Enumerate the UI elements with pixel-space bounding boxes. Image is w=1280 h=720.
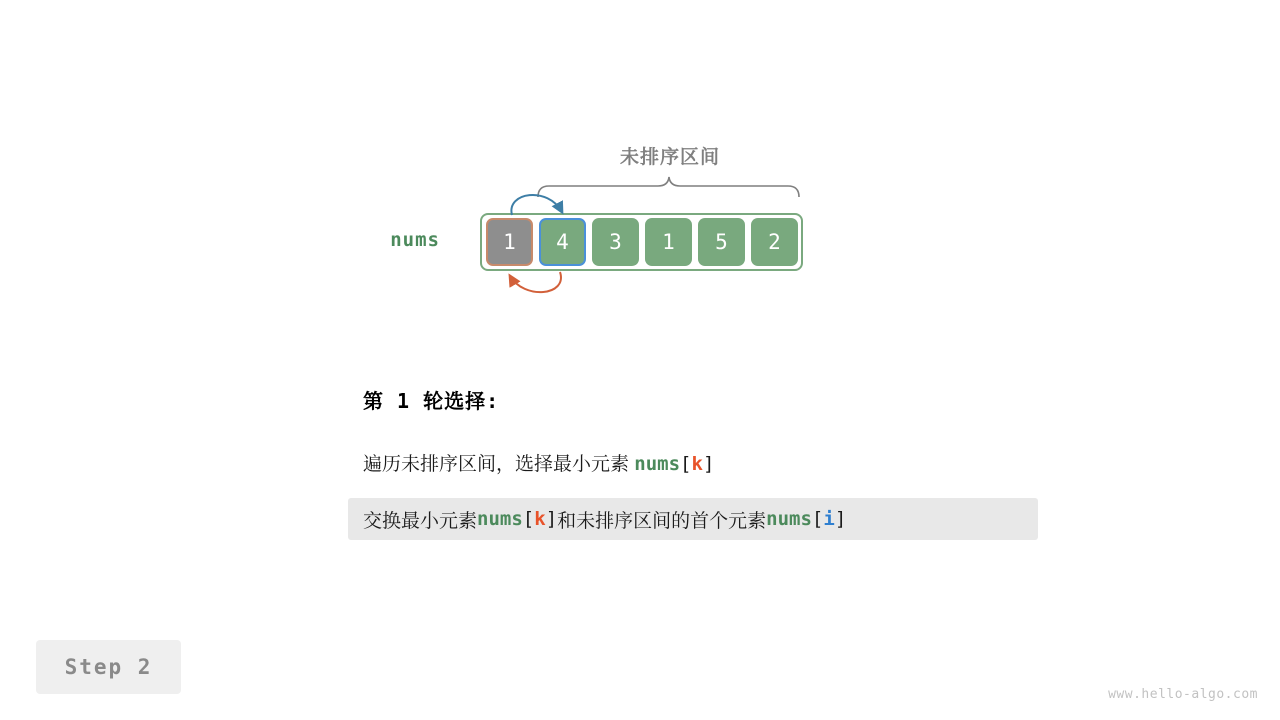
step-line-swap-prefix: 交换最小元素 <box>363 510 478 532</box>
step-line-swap-highlighted <box>348 498 1038 540</box>
site-watermark: www.hello-algo.com <box>1108 687 1258 702</box>
array-name-label: nums <box>390 229 440 251</box>
array-diagram <box>0 0 1280 330</box>
array-cell: 1 <box>486 218 533 266</box>
array-cell: 4 <box>539 218 586 266</box>
code-nums: nums <box>766 508 812 530</box>
step-line-traverse-prefix: 遍历未排序区间，选择最小元素 <box>363 454 635 475</box>
array-cell: 3 <box>592 218 639 266</box>
code-bracket-close: ] <box>702 453 715 475</box>
code-nums: nums <box>634 453 681 475</box>
code-nums: nums <box>477 508 523 530</box>
arrow-to-current-blue <box>511 195 562 215</box>
code-index-k: k <box>534 508 546 530</box>
array-cell: 5 <box>698 218 745 266</box>
unsorted-range-label: 未排序区间 <box>619 147 720 168</box>
code-index-i: i <box>823 508 835 530</box>
array-cell: 1 <box>645 218 692 266</box>
step-line-traverse <box>363 449 714 476</box>
arrow-to-min-orange <box>510 272 561 292</box>
step-badge: Step 2 <box>36 640 181 694</box>
code-index-k: k <box>691 453 703 475</box>
code-bracket-close: ] <box>834 508 847 530</box>
code-bracket-open: [ <box>522 508 535 530</box>
code-bracket-open: [ <box>811 508 824 530</box>
round-title: 第 1 轮选择: <box>363 389 500 413</box>
swap-arrows <box>0 0 1280 330</box>
code-bracket-close: ] <box>545 508 558 530</box>
code-bracket-open: [ <box>680 453 692 475</box>
step-line-swap-middle: 和未排序区间的首个元素 <box>557 510 767 532</box>
array-cell: 2 <box>751 218 798 266</box>
